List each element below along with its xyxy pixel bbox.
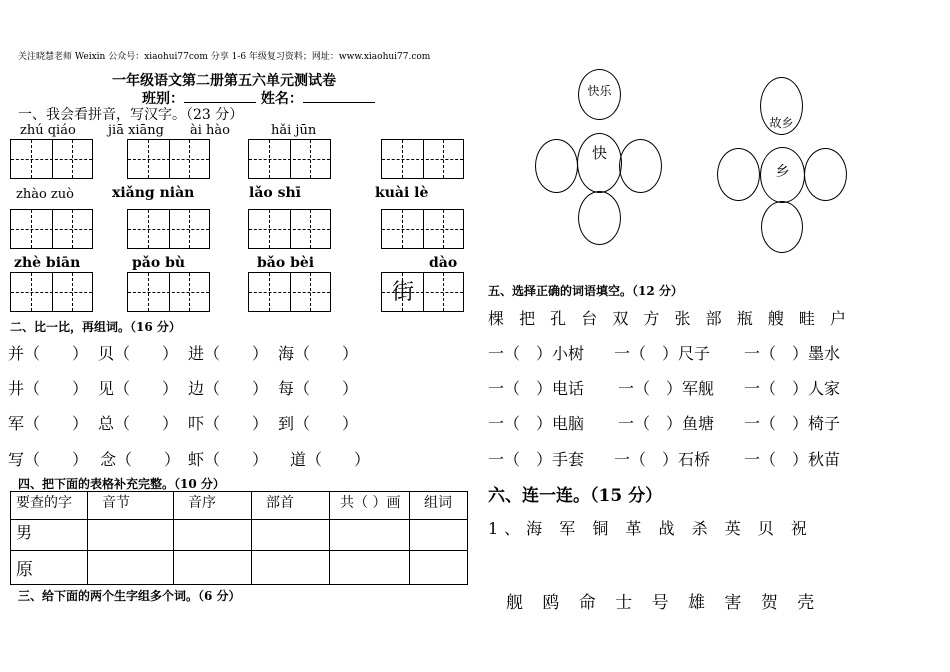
table-cell[interactable] (330, 551, 410, 585)
table-cell: 男 (11, 520, 88, 551)
writing-grid[interactable] (248, 139, 331, 179)
pinyin: zhè biān (14, 255, 81, 271)
fill-item: 一（ ）墨水 (744, 344, 841, 363)
table-header: 部首 (252, 492, 330, 520)
section3-title: 三、给下面的两个生字组多个词。（6 分） (18, 589, 241, 603)
fill-item: 一（ ）手套 (488, 450, 585, 469)
match-top-row: 1、海 军 铜 革 战 杀 英 贝 祝 (488, 519, 813, 538)
table-cell[interactable] (252, 520, 330, 551)
lookup-table (10, 491, 468, 585)
table-row (11, 520, 468, 551)
table-cell[interactable] (252, 551, 330, 585)
pinyin: ài hào (190, 123, 230, 138)
flower-petal[interactable] (804, 148, 847, 201)
table-header: 音序 (174, 492, 252, 520)
writing-grid[interactable] (10, 139, 93, 179)
prefilled-character: 街 (392, 280, 415, 305)
fill-item: 一（ ）尺子 (614, 344, 711, 363)
pinyin: pǎo bù (132, 255, 186, 271)
flower-petal[interactable] (717, 148, 760, 201)
flower-char: 快 (591, 144, 607, 162)
compare-item: 进（ ） (188, 344, 269, 363)
match-bottom-row: 舰 鸥 命 士 号 雄 害 贺 壳 (506, 593, 822, 613)
writing-grid[interactable] (127, 209, 210, 249)
compare-item: 到（ ） (278, 414, 359, 433)
fill-item: 一（ ）椅子 (744, 414, 841, 433)
pinyin: zhú qiáo (20, 123, 76, 138)
flower-char: 乡 (775, 164, 790, 180)
header-note: 关注晓慧老师 Weixin 公众号：xiaohui77com 分享 1-6 年级复习资料；网址：www.xiaohui77.com (18, 52, 431, 62)
table-cell[interactable] (174, 520, 252, 551)
writing-grid[interactable] (248, 272, 331, 312)
pinyin: jiā xiāng (108, 123, 165, 138)
table-cell[interactable] (174, 551, 252, 585)
section6-title: 六、连一连。（15 分） (488, 486, 663, 506)
table-header: 音节 (88, 492, 174, 520)
flower-petal-top-left (578, 69, 621, 120)
measure-word-bank: 棵 把 孔 台 双 方 张 部 瓶 艘 畦 户 (488, 309, 851, 328)
table-cell[interactable] (410, 551, 468, 585)
flower-petal[interactable] (619, 139, 662, 193)
flower-center-left (577, 133, 622, 193)
flower-petal[interactable] (578, 191, 621, 245)
fill-item: 一（ ）石桥 (614, 450, 711, 469)
pinyin: hǎi jūn (271, 123, 317, 138)
section2-title: 二、比一比，再组词。（16 分） (10, 320, 181, 334)
flower-petal-top-right (760, 77, 803, 135)
name-label: 姓名： (260, 91, 303, 107)
flower-petal[interactable] (535, 139, 578, 193)
fill-item: 一（ ）电脑 (488, 414, 585, 433)
class-label: 班别： (142, 91, 184, 107)
class-blank[interactable] (184, 102, 256, 103)
page-title: 一年级语文第二册第五六单元测试卷 (112, 73, 336, 89)
writing-grid[interactable] (381, 272, 464, 312)
table-cell: 原 (11, 551, 88, 585)
compare-item: 井（ ） (8, 379, 89, 398)
fill-item: 一（ ）电话 (488, 379, 585, 398)
table-cell[interactable] (88, 551, 174, 585)
section1-title: 一、我会看拼音，写汉字。（23 分） (18, 107, 244, 123)
compare-item: 吓（ ） (188, 414, 269, 433)
compare-item: 边（ ） (188, 379, 269, 398)
flower-word: 快乐 (587, 84, 612, 98)
writing-grid[interactable] (381, 209, 464, 249)
pinyin: kuài lè (375, 185, 429, 201)
pinyin: bǎo bèi (257, 255, 315, 271)
compare-item: 道（ ） (290, 450, 371, 469)
table-row (11, 551, 468, 585)
writing-grid[interactable] (381, 139, 464, 179)
flower-petal[interactable] (761, 201, 803, 253)
writing-grid[interactable] (127, 139, 210, 179)
writing-grid[interactable] (248, 209, 331, 249)
pinyin: zhào zuò (16, 187, 74, 202)
flower-center-right (760, 147, 805, 203)
compare-item: 贝（ ） (98, 344, 179, 363)
compare-item: 见（ ） (98, 379, 179, 398)
compare-item: 并（ ） (8, 344, 89, 363)
compare-item: 虾（ ） (188, 450, 269, 469)
pinyin: lǎo shī (249, 185, 301, 201)
fill-item: 一（ ）人家 (744, 379, 841, 398)
section4-title: 四、把下面的表格补充完整。（10 分） (18, 477, 225, 491)
table-cell[interactable] (410, 520, 468, 551)
compare-item: 总（ ） (98, 414, 179, 433)
table-header: 组词 (410, 492, 468, 520)
table-header: 共（ ）画 (330, 492, 410, 520)
writing-grid[interactable] (10, 272, 93, 312)
writing-grid[interactable] (10, 209, 93, 249)
table-cell[interactable] (88, 520, 174, 551)
flower-word: 故乡 (769, 116, 794, 130)
fill-item: 一（ ）小树 (488, 344, 585, 363)
table-header: 要查的字 (11, 492, 88, 520)
section5-title: 五、选择正确的词语填空。（12 分） (488, 284, 683, 298)
pinyin: xiǎng niàn (112, 185, 195, 201)
compare-item: 海（ ） (278, 344, 359, 363)
compare-item: 念（ ） (100, 450, 181, 469)
fill-item: 一（ ）军舰 (618, 379, 715, 398)
compare-item: 军（ ） (8, 414, 89, 433)
fill-item: 一（ ）秋苗 (744, 450, 841, 469)
table-cell[interactable] (330, 520, 410, 551)
pinyin: dào (429, 255, 458, 271)
compare-item: 写（ ） (8, 450, 89, 469)
writing-grid[interactable] (127, 272, 210, 312)
name-blank[interactable] (303, 102, 375, 103)
fill-item: 一（ ）鱼塘 (618, 414, 715, 433)
compare-item: 每（ ） (278, 379, 359, 398)
